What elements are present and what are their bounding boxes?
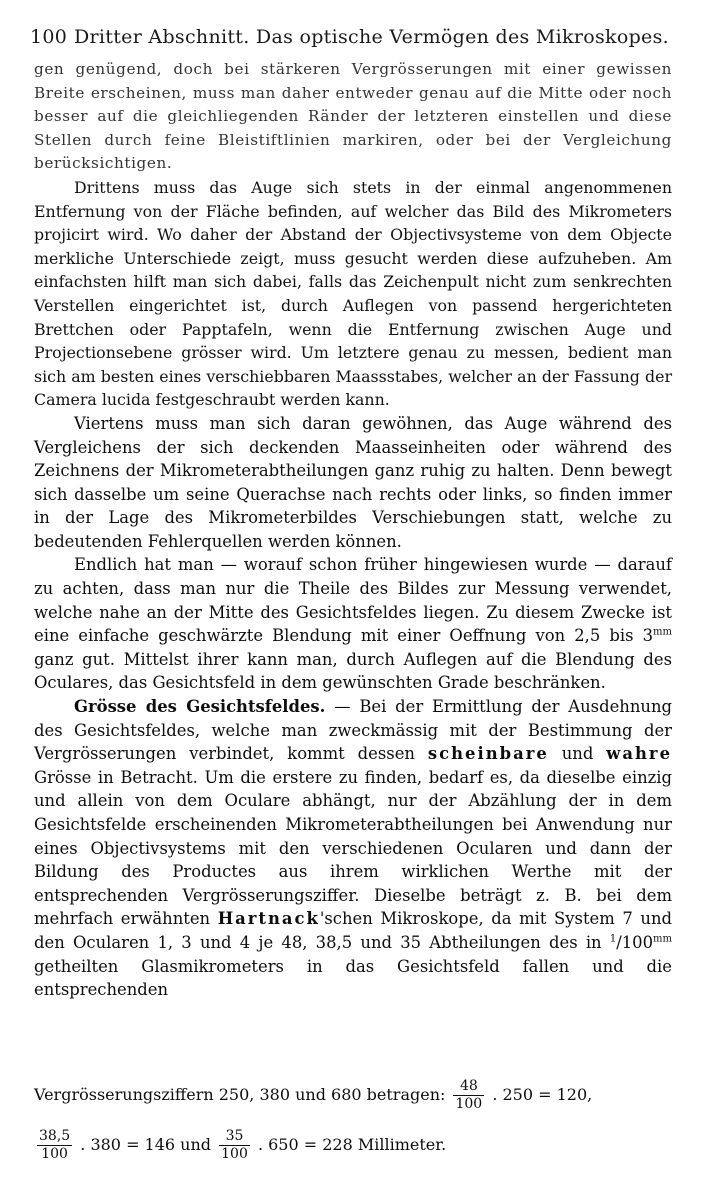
fraction-35-100 <box>219 1128 250 1163</box>
endlich-text-end: ganz gut. Mittelst ihrer kann man, durch Auflegen auf die Blendung des Oculares, das Gesichtsfeld in dem gewünschten Grade beschränken. <box>34 649 672 693</box>
gesichtsfeld-text-e: getheilten Glasmikrometers in das Gesichtsfeld fallen und die entsprechenden <box>34 956 672 1000</box>
fraction-numerator: 38,5 <box>39 1128 71 1144</box>
paragraph-gesichtsfeld: Grösse des Gesichtsfeldes. — Bei der Ermittlung der Ausdehnung des Gesichtsfeldes, welche man zweckmässig mit der Bestimmung der Vergrösserungen verbindet, kommt dessen scheinbare und wahre Grösse in Betracht. Um die erstere zu finden, bedarf es, da dieselbe einzig und allein von dem Oculare abhängt, nur der Abzählung der in dem Gesichtsfelde erscheinenden Mikrometerabtheilungen bei Anwendung nur eines Objectivsystems mit den verschiedenen Ocularen und dann der Bildung des Productes aus ihrem wirklichen Werthe mit der entsprechenden Vergrösserungsziffer. Dieselbe beträgt z. B. bei dem mehrfach erwähnten Hartnack'schen Mikroskope, da mit System 7 und den Ocularen 1, 3 und 4 je 48, 38,5 und 35 Abtheilungen des in $^1/100^{mm}$ getheilten Glasmikrometers in das Gesichtsfeld fallen und die entsprechenden <box>34 697 673 1000</box>
equation-result-1: . 250 = 120, <box>492 1085 593 1104</box>
fraction-denominator: 100 <box>41 1146 68 1162</box>
page-number: 100 <box>30 26 68 48</box>
body-text <box>34 58 672 1002</box>
unit-superscript: mm <box>653 626 672 638</box>
spaced-term-scheinbare: scheinbare <box>427 744 549 764</box>
equation-intro: Vergrösserungsziffern 250, 380 und 680 betragen: <box>34 1085 446 1104</box>
fraction-numerator: 48 <box>453 1078 484 1096</box>
gesichtsfeld-text-d: 'schen Mikroskope, da mit System 7 und den Ocularen 1, 3 und 4 je 48, 38,5 und 35 Abtheilungen des in <box>34 909 673 952</box>
unit-superscript-2: mm <box>653 933 672 945</box>
endlich-text: Endlich hat man — worauf schon früher hingewiesen wurde — darauf zu achten, dass man nur die Theile des Bildes zur Messung verwendet, welche nahe an der Mitte des Gesichtsfeldes liegen. Zu diesem Zwecke ist eine einfache geschwärzte Blendung mit einer Oeffnung von 2,5 bis 3 <box>34 555 672 646</box>
fraction-denominator: 100 <box>621 932 654 952</box>
spaced-term-wahre: wahre <box>606 744 672 764</box>
fraction-38-5-100 <box>37 1128 72 1163</box>
spaced-name-hartnack: Hartnack <box>217 909 320 929</box>
fraction-denominator: 100 <box>455 1096 483 1112</box>
fraction-numerator: 35 <box>219 1128 250 1146</box>
fraction-48-100 <box>453 1078 484 1113</box>
page-header <box>30 26 670 54</box>
equation-result-3: . 650 = 228 Millimeter. <box>257 1135 447 1154</box>
fraction-denominator: 100 <box>221 1146 248 1162</box>
gesichtsfeld-text-c: Grösse in Betracht. Um die erstere zu finden, bedarf es, da dieselbe einzig und allein von dem Oculare abhängt, nur der Abzählung der in dem Gesichtsfelde erscheinenden Mikrometerabtheilungen bei Anwendung nur eines Objectivsystems mit den verschiedenen Ocularen und dann der Bildung des Productes aus ihrem wirklichen Werthe mit der entsprechenden Vergrösserungsziffer. Dieselbe beträgt z. B. bei dem mehrfach erwähnten <box>34 767 672 929</box>
running-title: Dritter Abschnitt. Das optische Vermögen des Mikroskopes. <box>74 26 669 48</box>
gesichtsfeld-text-b: und <box>548 744 607 764</box>
paragraph-endlich <box>34 553 672 695</box>
section-heading: Grösse des Gesichtsfeldes. <box>74 697 326 717</box>
fraction-numerator: 1 <box>609 933 617 945</box>
gesichtsfeld-text-a: — Bei der Ermittlung der Ausdehnung des Gesichtsfeldes, welche man zweckmässig mit der Bestimmung der Vergrösserungen verbindet, kommt dessen <box>34 697 672 764</box>
equation-line-1 <box>34 1078 674 1113</box>
paragraph-continuation: gen genügend, doch bei stärkeren Vergrösserungen mit einer gewissen Breite erscheinen, muss man daher entweder genau auf die Mitte oder noch besser auf die gleichliegenden Ränder der letzteren einstellen und diese Stellen durch feine Bleistiftlinien markiren, oder bei der Vergleichung berücksichtigen. <box>34 60 672 173</box>
paragraph-viertens: Viertens muss man sich daran gewöhnen, das Auge während des Vergleichens der sich deckenden Maasseinheiten oder während des Zeichnens der Mikrometerabtheilungen ganz ruhig zu halten. Denn bewegt sich dasselbe um seine Querachse nach rechts oder links, so finden immer in der Lage des Mikrometerbildes Verschiebungen statt, welche zu bedeutenden Fehlerquellen werden können. <box>34 413 672 551</box>
equation-result-2: . 380 = 146 und <box>80 1135 212 1154</box>
paragraph-drittens: Drittens muss das Auge sich stets in der einmal angenommenen Entfernung von der Fläche befinden, auf welcher das Bild des Mikrometers projicirt wird. Wo daher der Abstand der Objectivsysteme von dem Objecte merkliche Unterschiede zeigt, muss gesucht werden diese aufzuheben. Am einfachsten hilft man sich dabei, falls das Zeichenpult nicht zum senkrechten Verstellen eingerichtet ist, durch Auflegen von passend hergerichteten Brettchen oder Papptafeln, wenn die Entfernung zwischen Auge und Projectionsebene grösser wird. Um letztere genau zu messen, bedient man sich am besten eines verschiebbaren Maassstabes, welcher an der Fassung der Camera lucida festgeschraubt werden kann. <box>34 177 672 410</box>
equation-line-2 <box>34 1128 674 1163</box>
